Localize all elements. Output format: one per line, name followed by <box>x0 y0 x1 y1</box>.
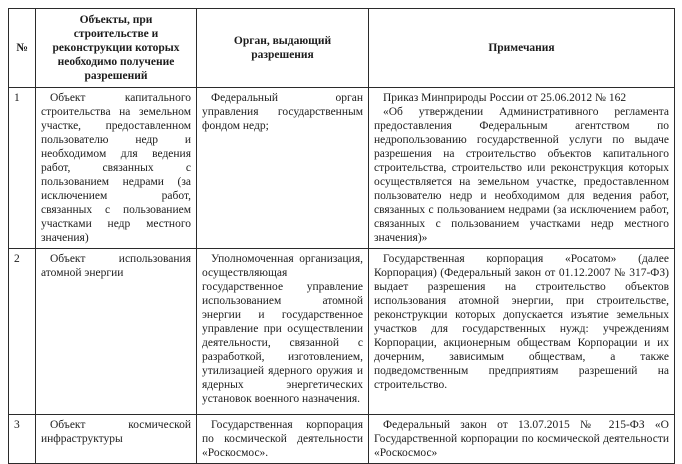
column-header-num: № <box>9 9 36 88</box>
object-cell <box>36 249 197 415</box>
column-header-objects: Объекты, при строительстве и реконструкции которых необходимо получение разрешений <box>36 9 197 88</box>
notes-paragraph: Приказ Минприроды России от 25.06.2012 № 162 <box>383 92 627 105</box>
table-row <box>9 415 675 464</box>
authority-text: Государственная корпорация по космической деятельности «Роскосмос». <box>202 419 363 460</box>
permits-table <box>8 8 675 464</box>
authority-cell <box>197 249 369 415</box>
authority-cell <box>197 88 369 249</box>
notes-cell <box>369 415 675 464</box>
notes-paragraph: «Об утверждении Административного регламента предоставления Федеральным агентством по недропользованию государственной услуги по выдаче разрешения на строительство объектов капитального строительства, строительство или реконструкция которых осуществляется на земельном участке, предоставленном пользователю недр и необходимом для ведения работ, связанных с пользованием недрами (за исключением работ, связанных с пользованием участками недр местного значения)» <box>374 106 669 245</box>
notes-paragraph: Федеральный закон от 13.07.2015 № 215-ФЗ «О Государственной корпорации по космической деятельности «Роскосмос» <box>374 419 669 460</box>
authority-text: Федеральный орган управления государственным фондом недр; <box>202 92 363 133</box>
authority-cell <box>197 415 369 464</box>
row-number: 3 <box>9 415 36 464</box>
table-row <box>9 249 675 415</box>
notes-cell <box>369 249 675 415</box>
object-text: Объект использования атомной энергии <box>41 253 191 280</box>
object-text: Объект капитального строительства на земельном участке, предоставленном пользователю недр и необходимом для ведения работ, связанных с пользованием недрами (за исключением работ, связанных с пользованием участками недр местного значения) <box>41 92 191 245</box>
authority-text: Уполномоченная организация, осуществляющая государственное управление использованием атомной энергии и государственное управление при осуществлении деятельности, связанной с разработкой, изготовлением, утилизацией ядерного оружия и ядерных энергетических установок военного назначения. <box>202 253 363 406</box>
row-number: 1 <box>9 88 36 249</box>
column-header-notes: Примечания <box>369 9 675 88</box>
notes-cell <box>369 88 675 249</box>
object-cell <box>36 88 197 249</box>
table-header-row <box>9 9 675 88</box>
table-row <box>9 88 675 249</box>
object-cell <box>36 415 197 464</box>
row-number: 2 <box>9 249 36 415</box>
notes-paragraph: Государственная корпорация «Росатом» (далее Корпорация) (Федеральный закон от 01.12.2007 № 317-ФЗ) выдает разрешения на строительство объектов использования атомной энергии, при строительстве, реконструкции которых допускается изъятие земельных участков для государственных нужд: учреждениям Корпорации, акционерным обществам Корпорации и их дочерним, зависимым обществам, а также подведомственным предприятиям разрешений на строительство. <box>374 253 669 392</box>
column-header-authority: Орган, выдающий разрешения <box>197 9 369 88</box>
object-text: Объект космической инфраструктуры <box>41 419 191 446</box>
